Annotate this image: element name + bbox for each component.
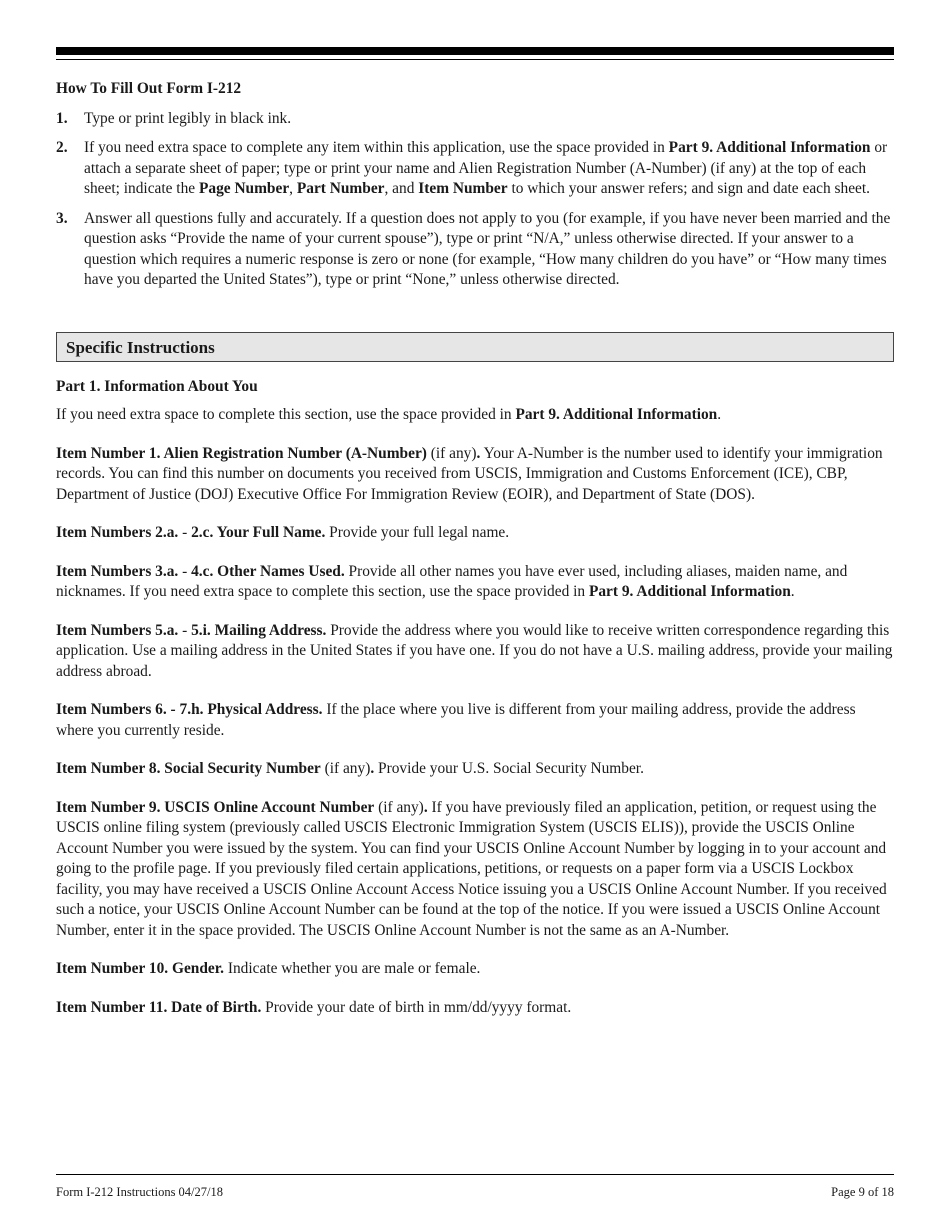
bold-run: Item Number 11. Date of Birth.	[56, 998, 262, 1016]
content	[56, 79, 894, 1018]
paragraph-item-3	[56, 562, 894, 603]
text-run: Provide the address where you would like to receive written correspondence regarding this application. Use a mailing address in the United States if you have one. If you do not have a U.S. mailing address, provide your mailing address abroad.	[56, 621, 893, 680]
bold-run: 4.c. Other Names Used.	[191, 562, 345, 580]
text-run: If you have previously filed an application, petition, or request using the USCIS online filing system (previously called USCIS Electronic Immigration System (USCIS ELIS)), provide the USCIS Online Account Number you were issued by the system. You can find your USCIS Online Account Number by logging in to your account and going to the profile page. If you previously filed certain applications, petitions, or requests on a paper form via a USCIS Lockbox facility, you may have received a USCIS Online Account Access Notice issuing you a USCIS Online Account Number. If you received such a notice, your USCIS Online Account Number can be found at the top of the notice. If you were issued a USCIS Online Account Number, enter it in the space provided. The USCIS Online Account Number is not the same as an A-Number.	[56, 798, 887, 939]
bold-run: Part 9. Additional Information	[515, 406, 718, 423]
bold-run: Item Number	[418, 180, 508, 197]
bold-run: Item Numbers 2.a.	[56, 524, 179, 541]
text-run: .	[790, 583, 795, 600]
step-number: 1.	[56, 109, 68, 127]
text-run: If you need extra space to complete this section, use the space provided in	[56, 406, 516, 423]
text-run: Answer all questions fully and accurately. If a question does not apply to you (for example, if you have never been married and the question asks “Provide the name of your current spouse”), type or print “N/A,” unless otherwise directed. If your answer to a question which requires a numeric response is zero or none (for example, “How many children do you have” or “How many times have you departed the United States”), type or print “None,” unless otherwise directed.	[84, 209, 891, 288]
step-item	[56, 209, 894, 291]
text-run: (if any)	[320, 760, 371, 777]
footer-page-number: Page 9 of 18	[831, 1185, 894, 1199]
bold-run: Part 9. Additional Information	[668, 139, 871, 156]
paragraph-item-10	[56, 959, 894, 980]
bold-run: 5.i. Mailing Address.	[191, 621, 327, 639]
paragraph-item-6	[56, 700, 894, 741]
text-run: If the place where you live is different from your mailing address, provide the address where you currently reside.	[56, 701, 856, 739]
page-title: How To Fill Out Form I-212	[56, 80, 242, 97]
text-run: Provide your date of birth in mm/dd/yyyy format.	[261, 998, 572, 1016]
text-run: Provide all other names you have ever used, including aliases, maiden name, and nicknames. If you need extra space to complete this section, use the space provided in	[56, 562, 848, 600]
bold-run: Item Number 1. Alien Registration Number (A-Number)	[56, 444, 427, 462]
step-text	[84, 110, 291, 127]
step-text	[84, 210, 890, 289]
bold-run: Part 9. Additional Information	[588, 583, 791, 600]
bold-run: Item Number 10. Gender.	[56, 960, 225, 977]
text-run: (if any)	[374, 798, 424, 816]
bold-run: .	[370, 760, 375, 777]
bold-run: Item Number 8. Social Security Number	[56, 760, 321, 777]
footer-form-label: Form I-212 Instructions 04/27/18	[56, 1185, 224, 1199]
text-run: -	[178, 524, 192, 541]
bold-run: Item Number 9. USCIS Online Account Number	[56, 798, 375, 816]
paragraph-item-1	[56, 444, 894, 506]
step-text	[84, 139, 887, 197]
step-number: 2.	[56, 139, 68, 156]
header-rule-thick	[56, 47, 894, 55]
paragraph-item-2	[56, 523, 894, 544]
paragraph-item-5	[56, 621, 894, 683]
part1-heading: Part 1. Information About You	[56, 377, 258, 395]
text-run: -	[178, 621, 192, 639]
text-run: (if any)	[426, 444, 477, 462]
bold-run: .	[476, 444, 481, 462]
text-run: to which your answer refers; and sign and date each sheet.	[507, 180, 870, 197]
text-run: -	[178, 562, 192, 580]
footer-rule	[56, 1174, 894, 1175]
bold-run: Item Numbers 3.a.	[56, 562, 179, 580]
paragraph-item-8	[56, 759, 894, 780]
text-run: .	[717, 406, 722, 423]
bold-run: 2.c. Your Full Name.	[191, 524, 326, 541]
section-heading-specific-instructions: Specific Instructions	[56, 332, 894, 362]
paragraph-item-11	[56, 998, 894, 1019]
bold-run: Part Number	[296, 180, 385, 197]
text-run: Type or print legibly in black ink.	[84, 109, 292, 127]
text-run: ,	[289, 180, 297, 197]
bold-run: Item Numbers 5.a.	[56, 621, 179, 639]
text-run: Provide your U.S. Social Security Number.	[374, 760, 644, 777]
step-number: 3.	[56, 209, 68, 227]
paragraph-extra-space	[56, 405, 894, 426]
steps-list	[56, 109, 894, 291]
text-run: Your A-Number is the number used to identify your immigration records. You can find this number on documents you received from USCIS, Immigration and Customs Enforcement (ICE), CBP, Department of Justice (DOJ) Executive Office For Immigration Review (EOIR), and Department of State (DOS).	[56, 444, 883, 503]
bold-run: Item Numbers 6. - 7.h. Physical Address.	[56, 701, 323, 718]
text-run: , and	[384, 180, 419, 197]
text-run: Provide your full legal name.	[325, 524, 510, 541]
step-item	[56, 138, 894, 200]
step-item	[56, 109, 894, 130]
text-run: Indicate whether you are male or female.	[224, 960, 481, 977]
bold-run: .	[423, 798, 428, 816]
text-run: or attach a separate sheet of paper; type or print your name and Alien Registration Number (A-Number) (if any) at the top of each sheet; indicate the	[84, 139, 888, 197]
header-rule-thin	[56, 59, 894, 60]
text-run: If you need extra space to complete any item within this application, use the space provided in	[84, 139, 669, 156]
paragraph-item-9	[56, 798, 894, 942]
bold-run: Page Number	[198, 180, 290, 197]
